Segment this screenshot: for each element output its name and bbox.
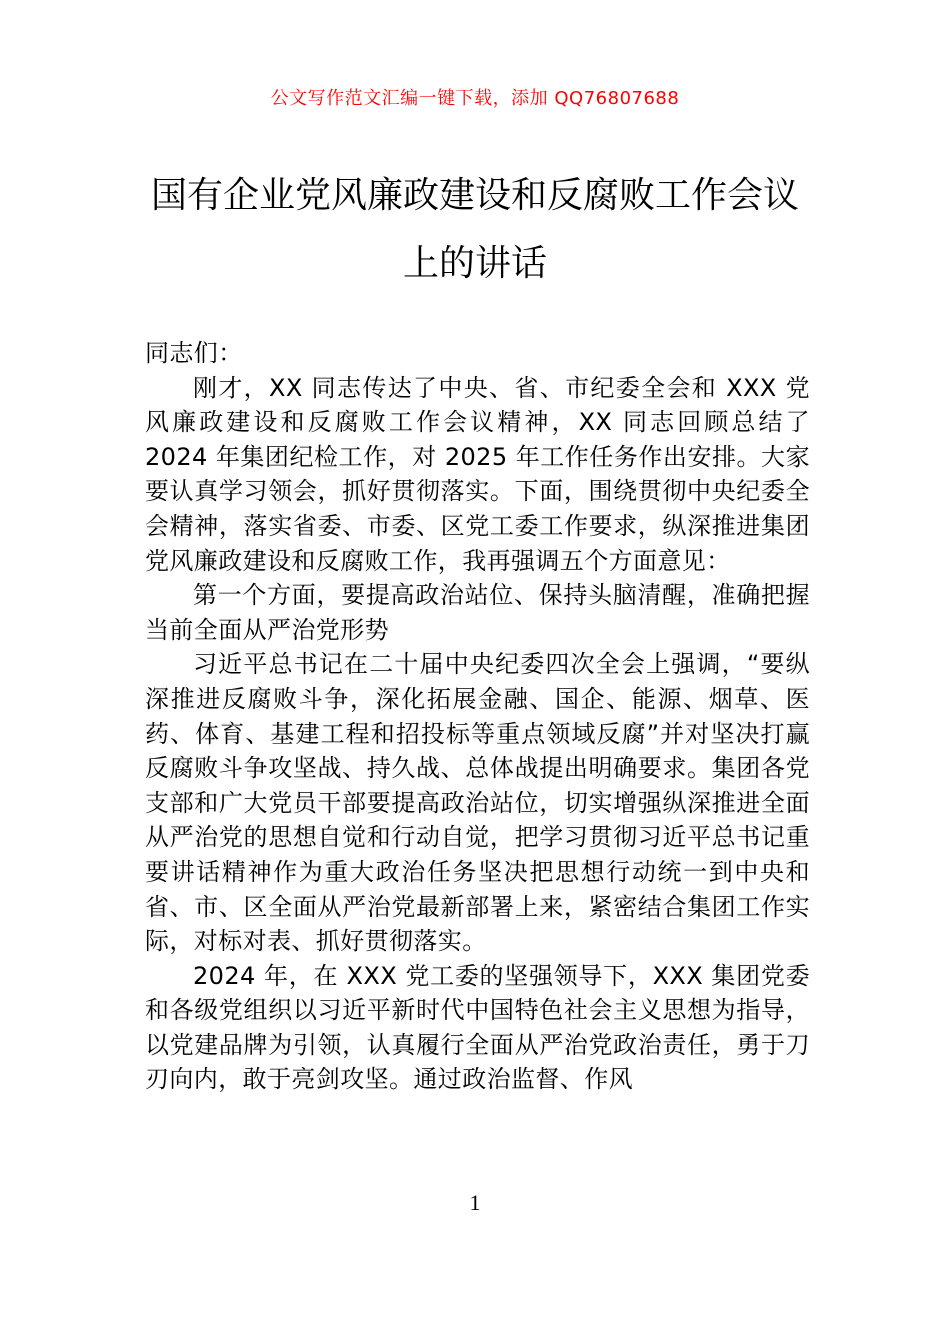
paragraph: 刚才，XX 同志传达了中央、省、市纪委全会和 XXX 党风廉政建设和反腐败工作会议精神，XX 同志回顾总结了 2024 年集团纪检工作，对 2025 年工作任务作出安排。大家要认真学习领会，抓好贯彻落实。下面，围绕贯彻中央纪委全会精神，落实省委、市委、区党工委工作要求，纵深推进集团党风廉政建设和反腐败工作，我再强调五个方面意见： — [145, 373, 810, 575]
page-number: 1 — [469, 1190, 481, 1215]
paragraph: 2024 年，在 XXX 党工委的坚强领导下，XXX 集团党委和各级党组织以习近平新时代中国特色社会主义思想为指导，以党建品牌为引领，认真履行全面从严治党政治责任，勇于刀刃向内，敢于亮剑攻坚。通过政治监督、作风 — [145, 961, 810, 1094]
section-heading: 第一个方面，要提高政治站位、保持头脑清醒，准确把握当前全面从严治党形势 — [145, 581, 810, 644]
document-title-line-1: 国有企业党风廉政建设和反腐败工作会议 — [150, 175, 799, 216]
paragraph: 习近平总书记在二十届中央纪委四次全会上强调，“要纵深推进反腐败斗争，深化拓展金融、国企、能源、烟草、医药、体育、基建工程和招投标等重点领域反腐”并对坚决打赢反腐败斗争攻坚战、持久战、总体战提出明确要求。集团各党支部和广大党员干部要提高政治站位，切实增强纵深推进全面从严治党的思想自觉和行动自觉，把学习贯彻习近平总书记重要讲话精神作为重大政治任务坚决把思想行动统一到中央和省、市、区全面从严治党最新部署上来，紧密结合集团工作实际，对标对表、抓好贯彻落实。 — [145, 650, 810, 956]
document-body — [145, 336, 810, 1097]
document-title-line-2: 上的讲话 — [402, 243, 547, 284]
greeting: 同志们： — [145, 339, 243, 367]
download-notice: 公文写作范文汇编一键下载，添加 QQ76807688 — [270, 88, 680, 109]
